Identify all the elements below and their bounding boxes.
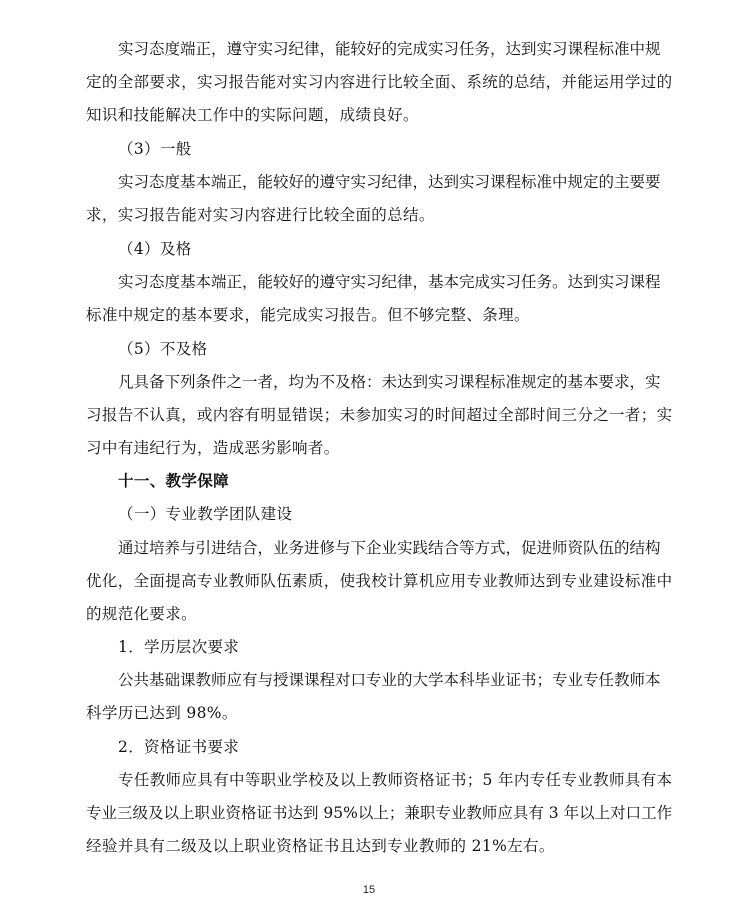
paragraph-pass-line-2: 标准中规定的基本要求，能完成实习报告。但不够完整、条理。 <box>86 306 530 324</box>
paragraph-certificates-line-1: 专任教师应具有中等职业学校及以上教师资格证书；5 年内专任专业教师具有本 <box>118 771 673 789</box>
paragraph-team-line-3: 的规范化要求。 <box>86 605 197 623</box>
paragraph-education-line-2: 科学历已达到 98%。 <box>86 704 238 722</box>
paragraph-fail-line-3: 习中有违纪行为，造成恶劣影响者。 <box>86 439 340 457</box>
grade-heading-pass: （4）及格 <box>118 240 192 258</box>
paragraph-general-line-2: 求，实习报告能对实习内容进行比较全面的总结。 <box>86 206 435 224</box>
grade-heading-general: （3）一般 <box>118 140 192 158</box>
paragraph-education-line-1: 公共基础课教师应有与授课课程对口专业的大学本科毕业证书；专业专任教师本 <box>118 671 661 689</box>
paragraph-team-line-1: 通过培养与引进结合，业务进修与下企业实践结合等方式，促进师资队伍的结构 <box>118 539 661 557</box>
paragraph-certificates-line-2: 专业三级及以上职业资格证书达到 95%以上；兼职专业教师应具有 3 年以上对口工作 <box>86 804 673 822</box>
paragraph-general-line-1: 实习态度基本端正，能较好的遵守实习纪律，达到实习课程标准中规定的主要要 <box>118 173 661 191</box>
paragraph-fail-line-1: 凡具备下列条件之一者，均为不及格：未达到实习课程标准规定的基本要求，实 <box>118 373 661 391</box>
item-heading-certificates: 2．资格证书要求 <box>118 738 240 756</box>
subsection-title-teaching-team: （一）专业教学团队建设 <box>118 505 293 523</box>
section-title-teaching-support: 十一、教学保障 <box>118 472 229 490</box>
paragraph-pass-line-1: 实习态度基本端正，能较好的遵守实习纪律，基本完成实习任务。达到实习课程 <box>118 273 661 291</box>
paragraph-fail-line-2: 习报告不认真，或内容有明显错误；未参加实习的时间超过全部时间三分之一者；实 <box>86 406 673 424</box>
paragraph-good-line-3: 知识和技能解决工作中的实际问题，成绩良好。 <box>86 106 419 124</box>
paragraph-team-line-2: 优化，全面提高专业教师队伍素质，使我校计算机应用专业教师达到专业建设标准中 <box>86 572 673 590</box>
page-number: 15 <box>362 884 376 896</box>
paragraph-certificates-line-3: 经验并具有二级及以上职业资格证书且达到专业教师的 21%左右。 <box>86 837 555 855</box>
paragraph-good-line-2: 定的全部要求，实习报告能对实习内容进行比较全面、系统的总结，并能运用学过的 <box>86 73 673 91</box>
item-heading-education: 1．学历层次要求 <box>118 638 240 656</box>
paragraph-good-line-1: 实习态度端正，遵守实习纪律，能较好的完成实习任务，达到实习课程标准中规 <box>118 40 661 58</box>
grade-heading-fail: （5）不及格 <box>118 340 208 358</box>
